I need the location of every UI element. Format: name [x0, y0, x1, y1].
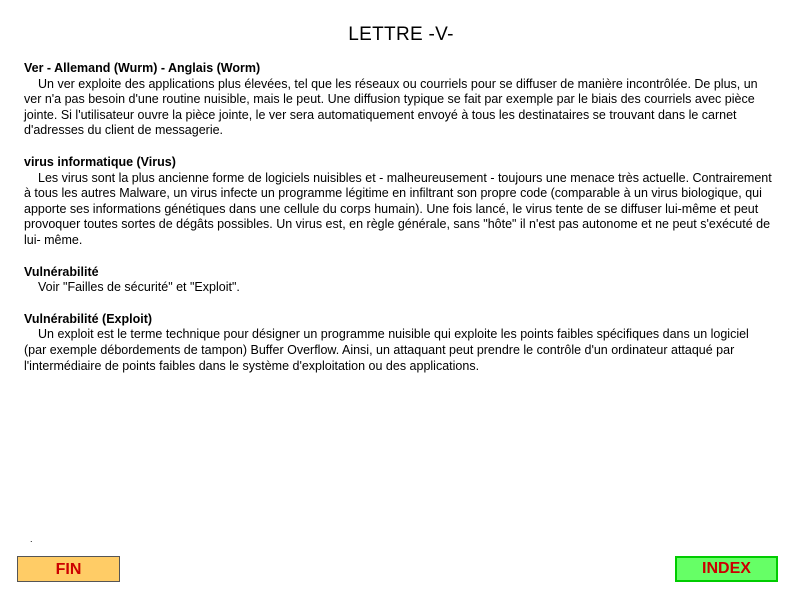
entry-definition: Voir "Failles de sécurité" et "Exploit".: [38, 280, 240, 295]
index-button[interactable]: INDEX: [675, 556, 778, 582]
page-title: LETTRE -V-: [348, 24, 454, 45]
fin-button[interactable]: FIN: [17, 556, 120, 582]
footer-dot: .: [30, 534, 33, 544]
glossary-content: [24, 61, 774, 390]
entry-definition: Les virus sont la plus ancienne forme de logiciels nuisibles et - malheureusement - toujours une menace très actuelle. Contrairement à tous les autres Malware, un virus infecte un programme légitime en infiltrant son propre code (comparable à un virus biologique, qui apporte ses informations génétiques dans une cellule du corps humain). Une fois lancé, le virus tente de se diffuser lui-même et peut provoquer toutes sortes de dégâts possibles. Un virus est, en règle générale, sans "hôte" il n'est pas autonome et ne peut s'exécuté de lui- même.: [24, 170, 772, 247]
glossary-entry-virus: [24, 155, 774, 249]
glossary-entry-exploit: [24, 312, 774, 374]
entry-definition: Un exploit est le terme technique pour désigner un programme nuisible qui exploite les points faibles spécifiques dans un logiciel (par exemple débordements de tampon) Buffer Overflow. Ainsi, un attaquant peut prendre le contrôle d'un ordinateur attaqué par l'intermédiaire de points faibles dans le système d'exploitation ou des applications.: [24, 327, 749, 373]
entry-term: virus informatique (Virus): [24, 154, 176, 169]
glossary-entry-vulnerabilite: [24, 265, 774, 296]
entry-term: Vulnérabilité (Exploit): [24, 311, 153, 326]
entry-term: Vulnérabilité: [24, 264, 99, 279]
entry-term: Ver - Allemand (Wurm) - Anglais (Worm): [24, 61, 261, 75]
glossary-entry-ver: [24, 61, 774, 139]
entry-definition: Un ver exploite des applications plus élevées, tel que les réseaux ou courriels pour se diffuser de manière incontrôlée. De plus, un ver n'a pas besoin d'une routine nuisible, mais le peut. Une diffusion typique se fait par exemple par le biais des courriels avec pièce jointe. Si l'utilisateur ouvre la pièce jointe, le ver sera automatiquement envoyé à tous les destinataires se trouvant dans le carnet d'adresses du client de messagerie.: [24, 76, 758, 138]
